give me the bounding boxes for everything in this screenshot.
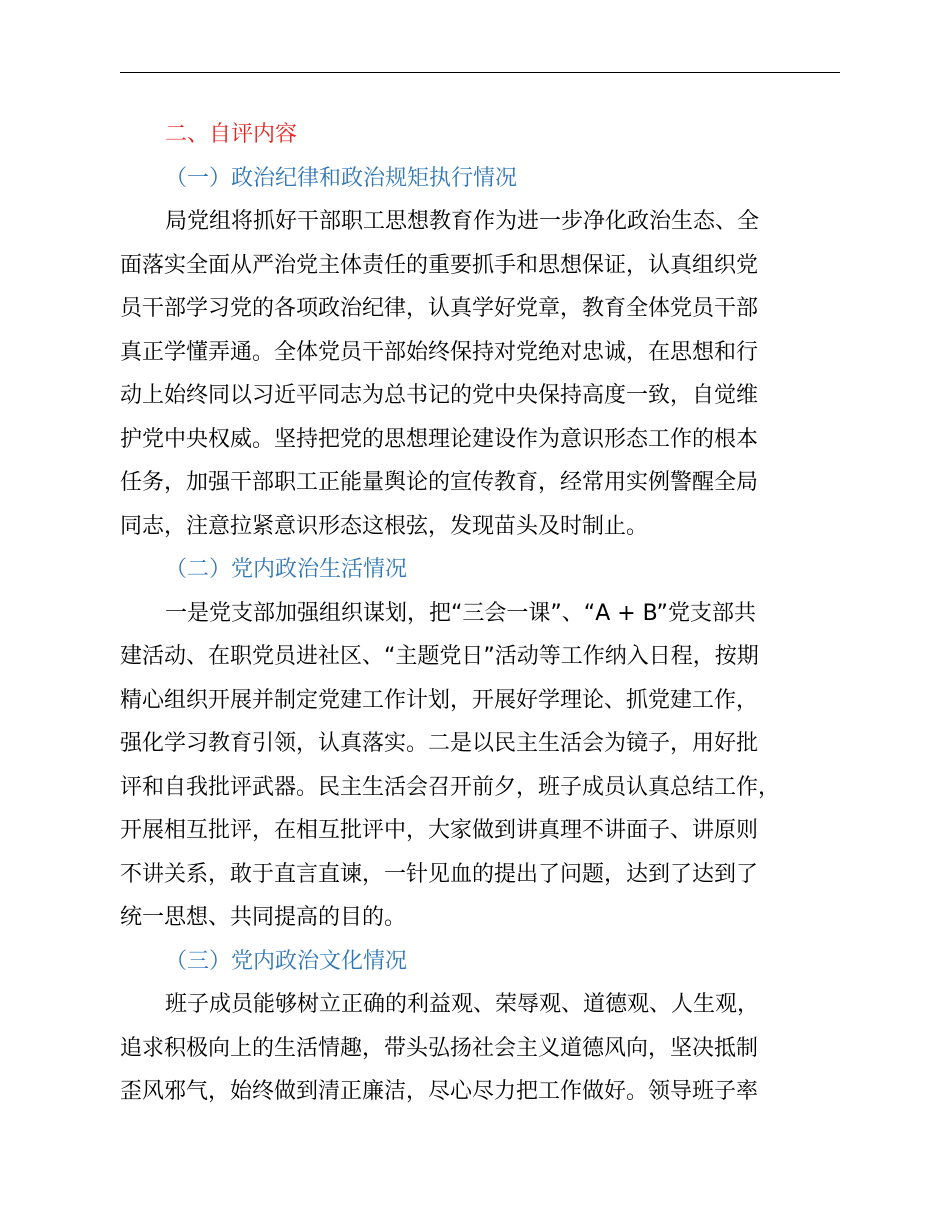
document-body	[120, 113, 842, 1114]
paragraph-line: 开展相互批评，在相互批评中，大家做到讲真理不讲面子、讲原则	[120, 818, 759, 843]
paragraph-line: 局党组将抓好干部职工思想教育作为进一步净化政治生态、全	[165, 209, 760, 234]
section-title: 二、自评内容	[165, 122, 298, 147]
paragraph-line: 统一思想、共同提高的目的。	[120, 905, 407, 930]
paragraph-line: 建活动、在职党员进社区、“主题党日”活动等工作纳入日程，按期	[120, 644, 759, 669]
paragraph-line: 护党中央权威。坚持把党的思想理论建设作为意识形态工作的根本	[120, 426, 759, 452]
paragraph-line: 真正学懂弄通。全体党员干部始终保持对党绝对忠诚，在思想和行	[120, 339, 759, 365]
paragraph-line: 一是党支部加强组织谋划，把“三会一课”、“A + B”党支部共	[165, 600, 756, 626]
subsection-heading-2: （二）党内政治生活情况	[165, 557, 408, 582]
paragraph-line: 动上始终同以习近平同志为总书记的党中央保持高度一致，自觉维	[120, 383, 759, 408]
paragraph-line: 任务，加强干部职工正能量舆论的宣传教育，经常用实例警醒全局	[120, 470, 759, 495]
paragraph-line: 班子成员能够树立正确的利益观、荣辱观、道德观、人生观，	[165, 992, 760, 1017]
paragraph-line: 精心组织开展并制定党建工作计划，开展好学理论、抓党建工作，	[120, 687, 759, 713]
paragraph-line: 评和自我批评武器。民主生活会召开前夕，班子成员认真总结工作，	[120, 774, 781, 800]
paragraph-line: 追求积极向上的生活情趣，带头弘扬社会主义道德风向，坚决抵制	[120, 1035, 759, 1061]
paragraph-line: 歪风邪气，始终做到清正廉洁，尽心尽力把工作做好。领导班子率	[120, 1079, 759, 1104]
paragraph-line: 不讲关系，敢于直言直谏，一针见血的提出了问题，达到了达到了	[120, 861, 759, 887]
subsection-heading-3: （三）党内政治文化情况	[165, 948, 408, 974]
paragraph-line: 面落实全面从严治党主体责任的重要抓手和思想保证，认真组织党	[120, 252, 759, 278]
paragraph-line: 员干部学习党的各项政治纪律，认真学好党章，教育全体党员干部	[120, 296, 759, 321]
subsection-heading-1: （一）政治纪律和政治规矩执行情况	[165, 165, 518, 191]
paragraph-line: 同志，注意拉紧意识形态这根弦，发现苗头及时制止。	[120, 513, 649, 539]
header-rule	[120, 72, 840, 73]
paragraph-line: 强化学习教育引领，认真落实。二是以民主生活会为镜子，用好批	[120, 731, 759, 756]
